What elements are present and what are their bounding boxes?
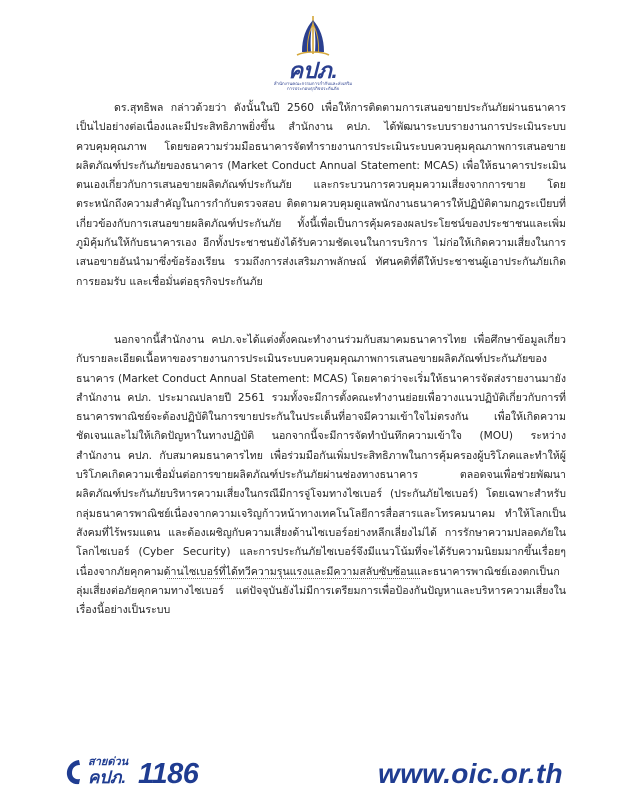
body-paragraph-2: นอกจากนี้สำนักงาน คปภ.จะได้แต่งตั้งคณะทำงานร่วมกับสมาคมธนาคารไทย เพื่อศึกษาข้อมูลเกี่ยวกับรายละเอียดเนื้อหาของรายงานการประเมินระบบควบคุมคุณภาพการเสนอขายผลิตภัณฑ์ประกันภัยของธนาคาร (Market Conduct Annual Statement: MCAS) โดยคาดว่าจะเริ่มให้ธนาคารจัดส่งรายงานมายังสำนักงาน คปภ. ประมาณปลายปี 2561 รวมทั้งจะมีการตั้งคณะทำงานย่อยเพื่อวางแนวปฏิบัติเกี่ยวกับการที่ธนาคารพาณิชย์จะต้องปฏิบัติในการขายประกันในประเด็นที่อาจมีความเข้าใจไม่ตรงกัน เพื่อให้เกิดความชัดเจนและไม่ให้เกิดปัญหาในทางปฏิบัติ นอกจากนี้จะมีการจัดทำบันทึกความเข้าใจ (MOU) ระหว่าง สำนักงาน คปภ. กับสมาคมธนาคารไทย เพื่อร่วมมือกันเพิ่มประสิทธิภาพในการคุ้มครองผู้บริโภคและทำให้ผู้บริโภคเกิดความเชื่อมั่นต่อการขายผลิตภัณฑ์ประกันภัยผ่านช่องทางธนาคาร ตลอดจนเพื่อช่วยพัฒนาผลิตภัณฑ์ประกันภัยบริหารความเสี่ยงในกรณีมีการจู่โจมทางไซเบอร์ (ประกันภัยไซเบอร์) โดยเฉพาะสำหรับกลุ่มธนาคารพาณิชย์เนื่องจากความเจริญก้าวหน้าทางเทคโนโลยีการสื่อสารและโทรคมนาคม ทำให้โลกเป็นสังคมที่ไร้พรมแดน และต้องเผชิญกับความเสี่ยงด้านไซเบอร์อย่างหลีกเลี่ยงไม่ได้ การรักษาความปลอดภัยในโลกไซเบอร์ (Cyber Security) และการประกันภัยไซเบอร์จึงมีแนวโน้มที่จะได้รับความนิยมมากขึ้นเรื่อยๆ เนื่องจากภัยคุกคามด้านไซเบอร์ที่ได้ทวีความรุนแรงและมีความสลับซับซ้อนและธนาคารพาณิชย์เองตกเป็นกลุ่มเสี่ยงต่อภัยคุกคามทางไซเบอร์ แต่ปัจจุบันยังไม่มีการเตรียมการเพื่อป้องกันปัญหาและบริหารความเสี่ยงในเรื่องนี้อย่างเป็นระบบ bbox=[76, 334, 566, 617]
hotline-number[interactable]: 1186 bbox=[138, 758, 199, 790]
hotline-badge bbox=[64, 752, 214, 792]
logo-subtitle-line-1: สำนักงานคณะกรรมการกำกับและส่งเสริม bbox=[273, 82, 353, 87]
oic-logo bbox=[273, 14, 353, 93]
website-link[interactable]: www.oic.or.th bbox=[378, 758, 563, 789]
body-paragraph-1: ดร.สุทธิพล กล่าวด้วยว่า ดังนั้นในปี 2560 เพื่อให้การติดตามการเสนอขายประกันภัยผ่านธนาคารเป็นไปอย่างต่อเนื่องและมีประสิทธิภาพยิ่งขึ้น สำนักงาน คปภ. ได้พัฒนาระบบรายงานการประเมินระบบควบคุมคุณภาพ โดยขอความร่วมมือธนาคารจัดทำรายงานการประเมินระบบควบคุมคุณภาพการเสนอขายผลิตภัณฑ์ประกันภัยของธนาคาร (Market Conduct Annual Statement: MCAS) เพื่อให้ธนาคารประเมินตนเองเกี่ยวกับการเสนอขายผลิตภัณฑ์ประกันภัย และกระบวนการควบคุมความเสี่ยงจากการขาย โดยตระหนักถึงความสำคัญในการกำกับตรวจสอบ ติดตามควบคุมดูแลพนักงานธนาคารให้ปฏิบัติตามกฎระเบียบที่เกี่ยวข้องกับการเสนอขายผลิตภัณฑ์ประกันภัย ทั้งนี้เพื่อเป็นการคุ้มครองผลประโยชน์ของประชาชนและเพิ่มภูมิคุ้มกันให้กับธนาคารเอง อีกทั้งประชาชนยังได้รับความชัดเจนในการบริการ ไม่ก่อให้เกิดความเสี่ยงในการเสนอขายอันนำมาซึ่งข้อร้องเรียน รวมถึงการส่งเสริมภาพลักษณ์ ทัศนคติที่ดีให้ประชาชนผู้เอาประกันภัยเกิดการยอมรับ และเชื่อมั่นต่อธุรกิจประกันภัย bbox=[76, 102, 566, 288]
hotline-brand: คปภ. bbox=[88, 768, 127, 787]
hotline-label: สายด่วน bbox=[88, 756, 129, 768]
logo-wordmark: คปภ. bbox=[288, 58, 338, 83]
dotted-separator bbox=[167, 578, 420, 579]
logo-subtitle-line-2: การประกอบธุรกิจประกันภัย bbox=[287, 87, 339, 93]
phone-icon bbox=[64, 758, 86, 786]
oic-emblem-icon bbox=[289, 14, 337, 60]
